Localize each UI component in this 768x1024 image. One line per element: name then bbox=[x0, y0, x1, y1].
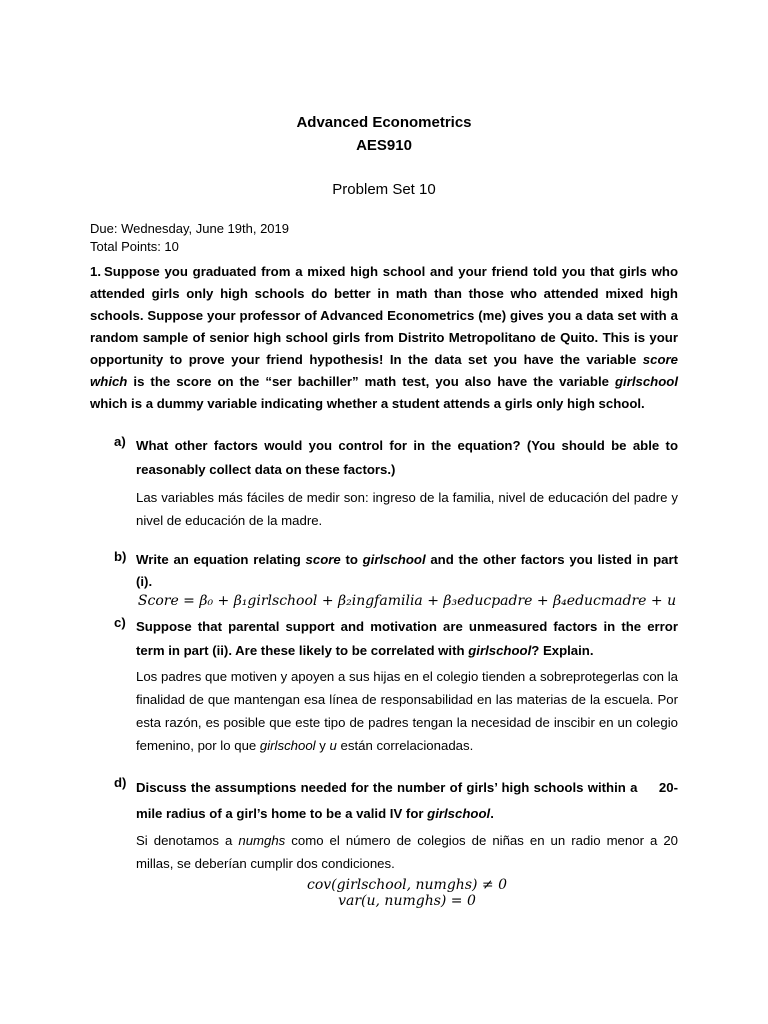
part-c-answer bbox=[136, 665, 678, 757]
question-1 bbox=[90, 261, 678, 415]
question-1-text-b: is the score on the “ser bachiller” math test, you also have the variable bbox=[127, 374, 615, 389]
part-b-question bbox=[136, 549, 678, 593]
part-b-var-girlschool: girlschool bbox=[362, 552, 426, 567]
part-d-q-post: . bbox=[490, 806, 494, 821]
part-d-ans-pre: Si denotamos a bbox=[136, 833, 239, 848]
var-score: score which bbox=[90, 352, 678, 389]
part-d-q-pre: Discuss the assumptions needed for the number of girls’ high schools within a 20-mile radius of a girl’s home to be a valid IV for bbox=[136, 780, 678, 821]
part-c-q-post: ? Explain. bbox=[531, 643, 594, 658]
part-a-label: a) bbox=[114, 434, 126, 449]
part-d-ans-post: como el número de colegios de niñas en un radio menor a 20 millas, se deberían cumplir dos condiciones. bbox=[136, 833, 678, 871]
part-c-ans-girlschool: girlschool bbox=[259, 738, 316, 753]
part-d-question bbox=[136, 775, 678, 827]
part-c-question bbox=[136, 615, 678, 663]
part-a-question: What other factors would you control for in the equation? (You should be able to reasonably collect data on these factors.) bbox=[136, 438, 678, 477]
course-title: Advanced Econometrics bbox=[296, 114, 472, 131]
part-b-equation: Score = β₀ + β₁girlschool + β₂ingfamilia + β₃educpadre + β₄educmadre + u bbox=[137, 593, 677, 609]
problem-set-title: Problem Set 10 bbox=[332, 181, 436, 198]
part-a bbox=[114, 434, 678, 532]
due-date: Due: Wednesday, June 19th, 2019 bbox=[90, 221, 289, 236]
part-c-var-girlschool: girlschool bbox=[468, 643, 532, 658]
question-1-text-a: Suppose you graduated from a mixed high school and your friend told you that girls who attended girls only high schools do better in math than those who attended mixed high schools. Suppose your professor of Advanced Econometrics (me) gives you a data set with a random sample of senior high school girls from Distrito Metropolitano de Quito. This is your opportunity to prove your friend hypothesis! In the data set you have the variable bbox=[90, 264, 678, 367]
part-b-label: b) bbox=[114, 549, 127, 564]
part-c bbox=[114, 615, 678, 757]
part-d-var-girlschool: girlschool bbox=[427, 806, 491, 821]
part-b-q-pre: Write an equation relating bbox=[136, 552, 306, 567]
question-1-number: 1. bbox=[90, 264, 101, 279]
part-c-ans-pre: Los padres que motiven y apoyen a sus hijas en el colegio tienden a sobreprotegerlas con la finalidad de que mantengan esa línea de responsabilidad en las materias de la escuela. Por esta razón, es posible que este tipo de padres tengan la necesidad de inscibir en un colegio femenino, por lo que bbox=[136, 669, 678, 753]
question-1-text bbox=[90, 261, 678, 415]
part-d-equation-1: cov(girlschool, numghs) ≠ 0 bbox=[307, 877, 507, 893]
part-b-var-score: score bbox=[305, 552, 341, 567]
part-d-answer bbox=[136, 829, 678, 875]
part-a-answer: Las variables más fáciles de medir son: ingreso de la familia, nivel de educación del padre y nivel de educación de la madre. bbox=[136, 490, 678, 528]
part-d-label: d) bbox=[114, 775, 127, 790]
var-girlschool: girlschool bbox=[614, 374, 678, 389]
question-1-text-c: which is a dummy variable indicating whether a student attends a girls only high school. bbox=[90, 396, 645, 411]
part-b bbox=[114, 549, 678, 609]
part-c-label: c) bbox=[114, 615, 126, 630]
part-d-ans-numghs: numghs bbox=[238, 833, 286, 848]
part-d bbox=[114, 775, 678, 909]
part-b-q-mid: to bbox=[340, 552, 363, 567]
part-c-q-pre: Suppose that parental support and motivation are unmeasured factors in the error term in part (ii). Are these likely to be correlated with bbox=[136, 619, 678, 658]
part-d-equation-2: var(u, numghs) = 0 bbox=[338, 893, 476, 909]
course-code: AES910 bbox=[356, 137, 412, 154]
total-points: Total Points: 10 bbox=[90, 239, 179, 254]
part-b-q-post: and the other factors you listed in part (i). bbox=[136, 552, 678, 589]
part-c-ans-mid: y bbox=[315, 738, 330, 753]
part-c-ans-u: u bbox=[329, 738, 337, 753]
part-c-ans-post: están correlacionadas. bbox=[336, 738, 474, 753]
